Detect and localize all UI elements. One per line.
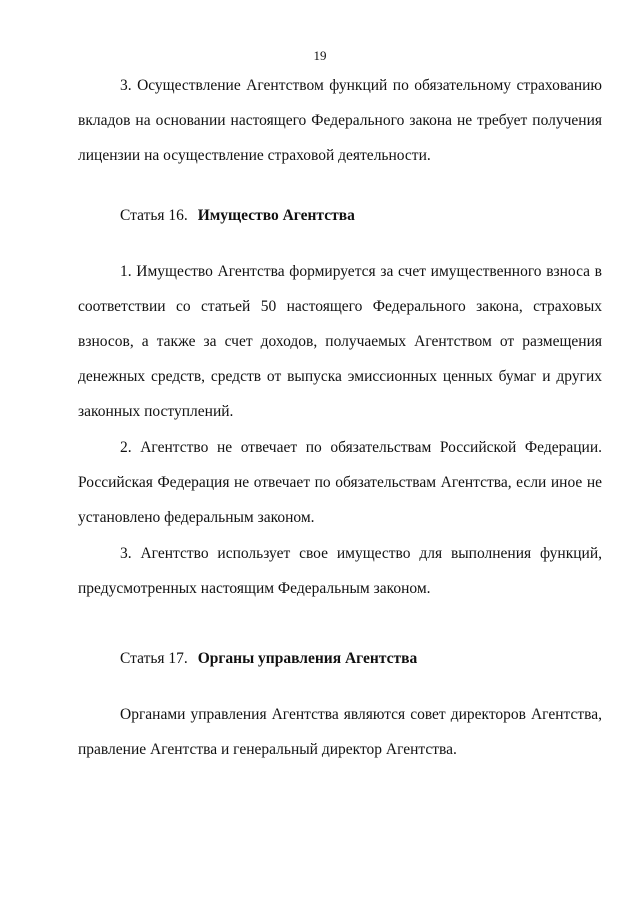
page-number: 19 [313, 48, 327, 63]
article-17-title: Органы управления Агентства [197, 650, 418, 667]
article-16-title: Имущество Агентства [197, 207, 355, 224]
article-16-paragraph-2: 2. Агентство не отвечает по обязательствам Российской Федерации. Российская Федерация не отвечает по обязательствам Агентства, если иное не установлено федеральным законом. [78, 439, 602, 526]
article-16-paragraph-1: 1. Имущество Агентства формируется за счет имущественного взноса в соответствии со статьей 50 настоящего Федерального закона, страховых взносов, а также за счет доходов, получаемых Агентством от размещения денежных средств, средств от выпуска эмиссионных ценных бумаг и других законных поступлений. [78, 263, 602, 420]
article-17-heading [120, 641, 417, 676]
article-15-paragraph-3: 3. Осуществление Агентством функций по обязательному страхованию вкладов на основании настоящего Федерального закона не требует получения лицензии на осуществление страховой деятельности. [78, 77, 602, 164]
article-16-number: Статья 16. [120, 207, 188, 224]
article-16-paragraph-3: 3. Агентство использует свое имущество для выполнения функций, предусмотренных настоящим Федеральным законом. [78, 545, 602, 597]
article-17-paragraph-1: Органами управления Агентства являются совет директоров Агентства, правление Агентства и генеральный директор Агентства. [78, 706, 602, 758]
article-17-number: Статья 17. [120, 650, 188, 667]
article-16-heading [120, 198, 355, 233]
